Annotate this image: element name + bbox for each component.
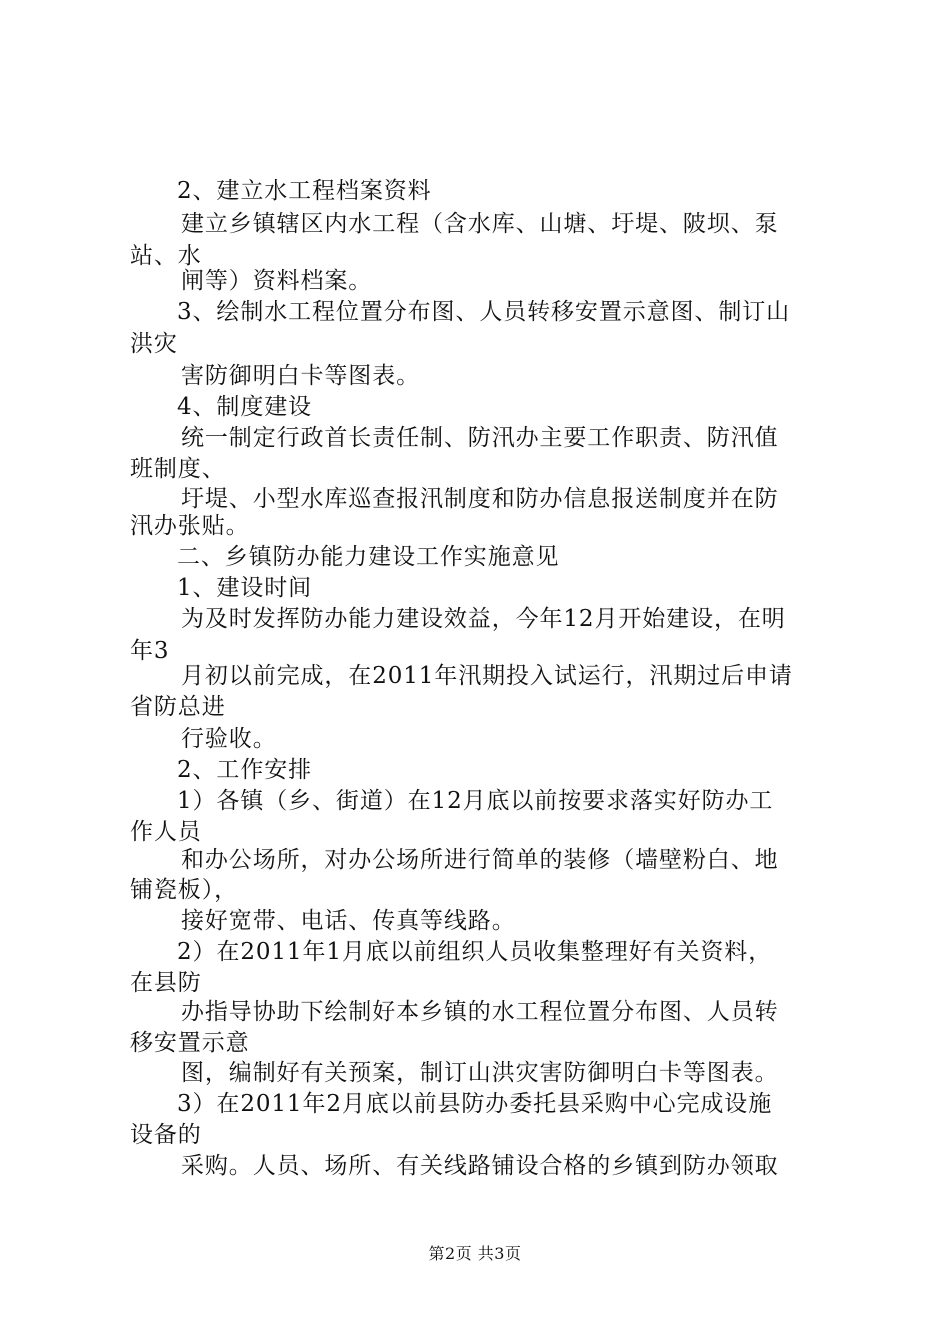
- text-line: 4、制度建设: [177, 394, 313, 420]
- text-line: 1）各镇（乡、街道）在12月底以前按要求落实好防办工: [177, 788, 774, 814]
- text-line: 2）在2011年1月底以前组织人员收集整理好有关资料，: [177, 939, 773, 965]
- text-line: 汛办张贴。: [130, 513, 250, 539]
- text-line: 班制度、: [130, 456, 226, 482]
- text-line: 铺瓷板），: [130, 877, 238, 903]
- text-line: 圩堤、小型水库巡查报汛制度和防办信息报送制度并在防: [181, 486, 779, 512]
- text-line: 2、建立水工程档案资料: [177, 178, 432, 204]
- text-line: 为及时发挥防办能力建设效益，今年12月开始建设，在明: [181, 606, 786, 632]
- text-line: 闸等）资料档案。: [181, 268, 373, 294]
- text-line: 3）在2011年2月底以前县防办委托县采购中心完成设施: [177, 1091, 773, 1117]
- text-line: 害防御明白卡等图表。: [181, 363, 420, 389]
- text-line: 统一制定行政首长责任制、防汛办主要工作职责、防汛值: [181, 425, 779, 451]
- text-line: 作人员: [130, 819, 202, 845]
- text-line: 月初以前完成，在2011年汛期投入试运行，汛期过后申请: [181, 663, 793, 689]
- text-line: 年3: [130, 638, 170, 664]
- text-line: 图，编制好有关预案，制订山洪灾害防御明白卡等图表。: [181, 1060, 779, 1086]
- text-line: 接好宽带、电话、传真等线路。: [181, 908, 516, 934]
- text-line: 1、建设时间: [177, 575, 313, 601]
- text-line: 在县防: [130, 970, 202, 996]
- text-line: 2、工作安排: [177, 757, 313, 783]
- text-line: 设备的: [130, 1122, 202, 1148]
- text-line: 省防总进: [130, 694, 226, 720]
- text-line: 办指导协助下绘制好本乡镇的水工程位置分布图、人员转: [181, 999, 779, 1025]
- page-number-footer: 第2页 共3页: [428, 1244, 522, 1263]
- text-line: 采购。人员、场所、有关线路铺设合格的乡镇到防办领取: [181, 1153, 779, 1179]
- text-line: 3、绘制水工程位置分布图、人员转移安置示意图、制订山: [177, 299, 791, 325]
- text-line: 建立乡镇辖区内水工程（含水库、山塘、圩堤、陂坝、泵: [181, 211, 779, 237]
- text-line: 二、乡镇防办能力建设工作实施意见: [177, 544, 560, 570]
- text-line: 移安置示意: [130, 1030, 250, 1056]
- text-line: 站、水: [130, 243, 202, 269]
- text-line: 洪灾: [130, 331, 178, 357]
- text-line: 行验收。: [181, 726, 277, 752]
- text-line: 和办公场所，对办公场所进行简单的装修（墙壁粉白、地: [181, 847, 779, 873]
